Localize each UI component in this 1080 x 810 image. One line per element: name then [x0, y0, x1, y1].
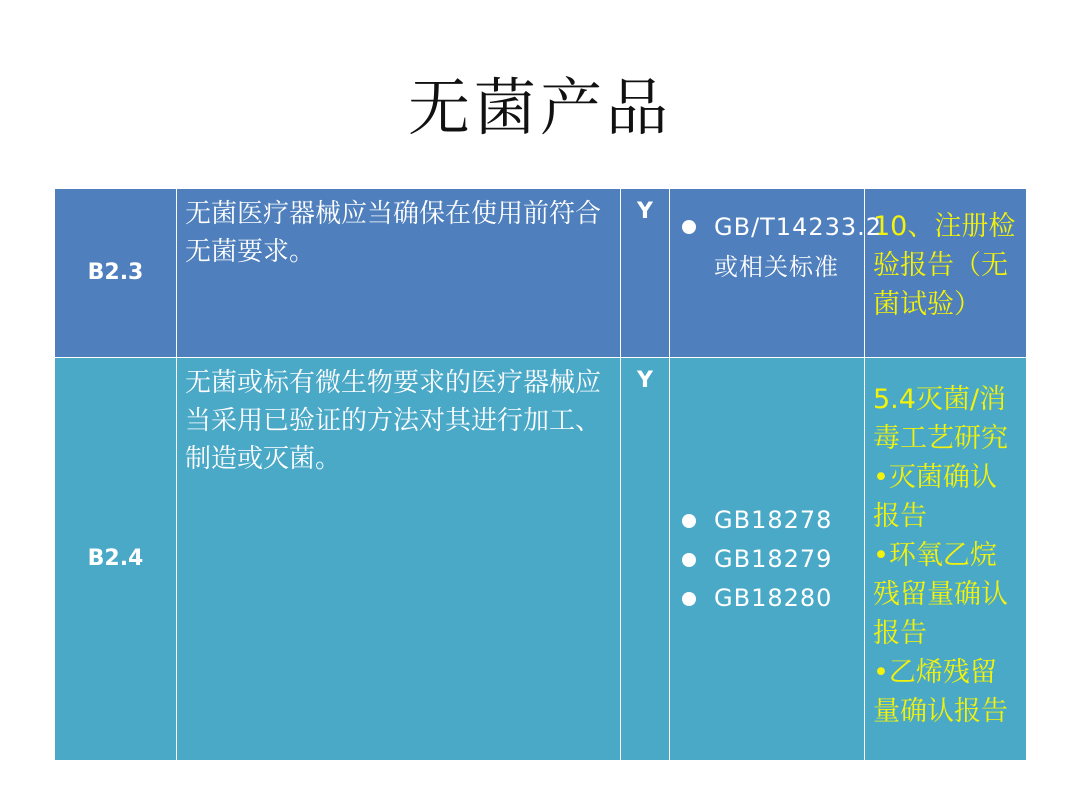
standard-item	[680, 207, 883, 287]
reference-line: •乙烯残留量确认报告	[873, 657, 1008, 727]
standard-text: GB/T14233.2或相关标准	[714, 213, 883, 281]
standard-item	[680, 579, 858, 618]
standard-text: GB18280	[714, 583, 833, 612]
table-row	[55, 189, 1027, 358]
row-reference	[865, 358, 1027, 761]
standard-text: GB18278	[714, 505, 833, 534]
row-flag: Y	[621, 189, 670, 358]
bullet-dot-icon	[682, 592, 696, 606]
slide-title: 无菌产品	[407, 71, 672, 144]
standard-item	[680, 540, 858, 579]
table-row	[55, 358, 1027, 761]
row-code: B2.4	[55, 358, 177, 761]
bullet-dot-icon	[682, 220, 696, 234]
reference-line: 10、注册检验报告（无菌试验）	[873, 211, 1016, 320]
reference-line: •环氧乙烷残留量确认报告	[873, 540, 1008, 649]
row-description: 无菌或标有微生物要求的医疗器械应当采用已验证的方法对其进行加工、制造或灭菌。	[177, 358, 621, 761]
bullet-dot-icon	[682, 553, 696, 567]
standard-item	[680, 501, 858, 540]
reference-line: 5.4灭菌/消毒工艺研究	[873, 384, 1008, 454]
standard-text: GB18279	[714, 544, 833, 573]
row-standards	[670, 189, 883, 358]
row-standards	[670, 358, 865, 761]
requirements-table	[54, 188, 1027, 761]
row-description: 无菌医疗器械应当确保在使用前符合无菌要求。	[177, 189, 621, 358]
row-flag: Y	[621, 358, 670, 761]
reference-line: •灭菌确认报告	[873, 462, 997, 532]
row-reference	[865, 189, 1027, 358]
bullet-dot-icon	[682, 514, 696, 528]
row-code: B2.3	[55, 189, 177, 358]
